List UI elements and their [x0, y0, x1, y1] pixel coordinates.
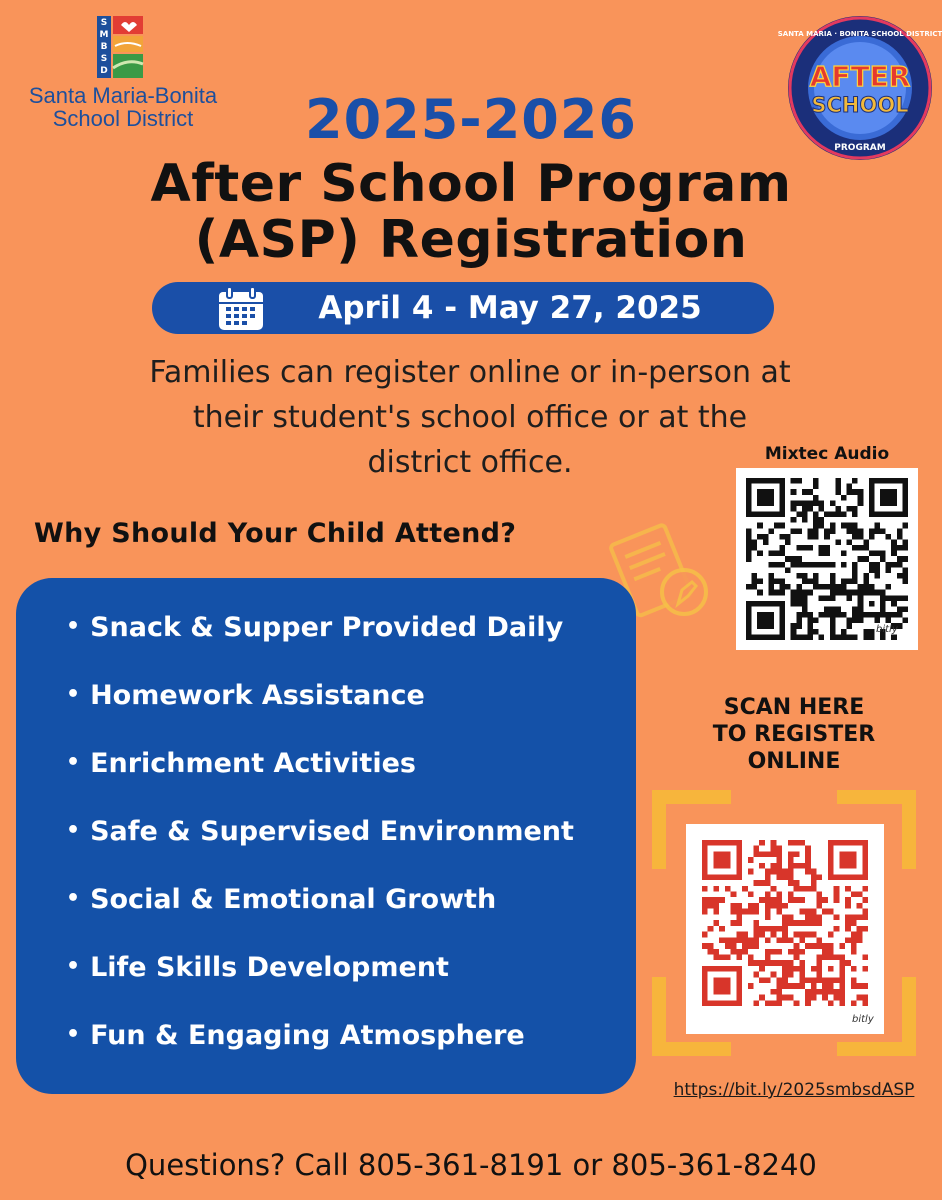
benefit-item: • Enrichment Activities — [66, 748, 416, 779]
benefits-panel — [16, 578, 636, 1094]
badge-word-school: SCHOOL — [811, 93, 909, 117]
svg-text:SANTA MARIA · BONITA SCHOOL DI: SANTA MARIA · BONITA SCHOOL DISTRICT — [777, 30, 942, 38]
benefit-item: • Life Skills Development — [66, 952, 449, 983]
registration-dates: April 4 - May 27, 2025 — [318, 290, 702, 326]
register-link[interactable]: https://bit.ly/2025smbsdASP — [673, 1080, 915, 1100]
svg-text:S: S — [100, 18, 108, 28]
svg-text:D: D — [100, 66, 108, 76]
benefit-item: • Social & Emotional Growth — [66, 884, 497, 915]
scan-to-register — [666, 694, 922, 775]
mixtec-audio-label: Mixtec Audio — [764, 444, 890, 464]
after-school-badge — [777, 14, 942, 162]
district-name-line1: Santa Maria-Bonita — [28, 83, 218, 108]
svg-text:B: B — [100, 42, 108, 52]
benefit-item: • Snack & Supper Provided Daily — [66, 612, 564, 643]
families-line: Families can register online or in-person at — [149, 355, 791, 390]
scan-line: SCAN HERE — [723, 695, 865, 720]
district-logo-mark — [97, 16, 143, 78]
svg-text:M: M — [99, 30, 109, 40]
calendar-icon — [215, 282, 267, 334]
title-line-1: After School Program — [150, 154, 792, 214]
register-qr-code-icon[interactable] — [702, 840, 868, 1006]
svg-text:S: S — [100, 54, 108, 64]
benefit-item: • Fun & Engaging Atmosphere — [66, 1020, 525, 1051]
program-year: 2025-2026 — [305, 88, 637, 151]
mixtec-qr-caption: bitly — [876, 624, 898, 635]
district-name-line2: School District — [52, 106, 194, 131]
questions-contact: Questions? Call 805-361-8191 or 805-361-8240 — [125, 1148, 817, 1182]
badge-word-program: PROGRAM — [834, 143, 886, 153]
families-line: district office. — [367, 445, 573, 480]
families-line: their student's school office or at the — [192, 400, 748, 435]
scan-line: ONLINE — [747, 749, 841, 774]
scan-line: TO REGISTER — [712, 722, 876, 747]
badge-word-after: AFTER — [809, 60, 911, 93]
title-line-2: (ASP) Registration — [194, 210, 748, 270]
register-qr-caption: bitly — [852, 1014, 874, 1025]
benefit-item: • Homework Assistance — [66, 680, 425, 711]
benefit-item: • Safe & Supervised Environment — [66, 816, 574, 847]
mixtec-qr-code-icon[interactable] — [746, 478, 908, 640]
families-paragraph — [60, 350, 880, 485]
why-attend-heading: Why Should Your Child Attend? — [34, 518, 517, 549]
district-name — [18, 84, 228, 130]
